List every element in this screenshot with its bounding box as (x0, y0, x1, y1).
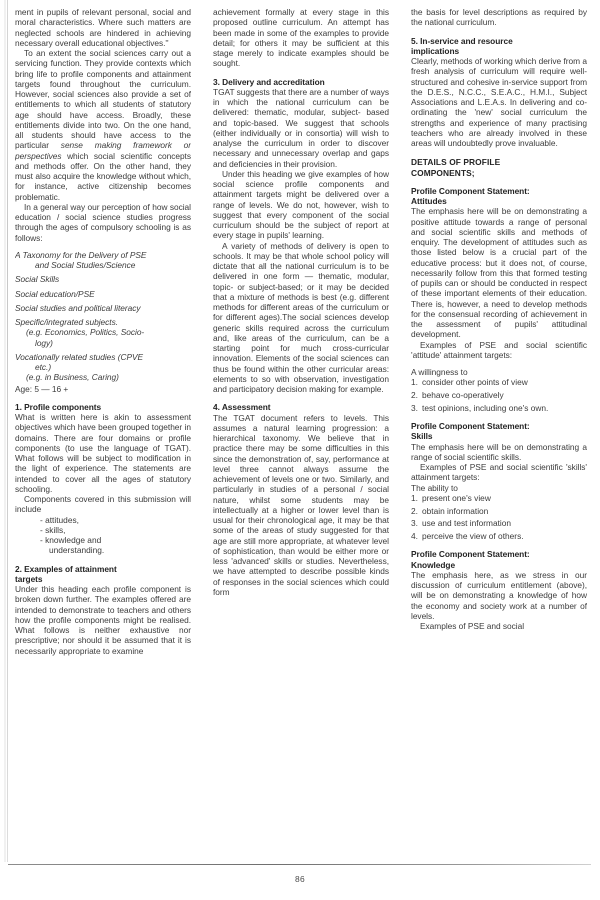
heading-delivery-and-accreditation: 3. Delivery and accreditation (213, 76, 325, 87)
heading-assessment: 4. Assessment (213, 402, 271, 413)
list-number: 1. (411, 377, 418, 388)
taxonomy-title-line-2: and Social Studies/Science (35, 260, 136, 270)
list-number: 2. (411, 390, 418, 400)
paragraph-attitudes-emphasis: The emphasis here will be on demonstrating a positive attitude towards a range of personal and social scientific skills and methods of enquiry. The development of attitudes such as those listed below is a crucial part of the educative process: but it does not, of course, necessarily follow from this that formed testing of pupils can or should be conducted in respect of these important elements of their education. There is, however, a need to develop methods for the consensual recording of achievement in the assessment of pupils' attitudinal development. (411, 206, 587, 340)
scan-edge-highlight (4, 0, 6, 862)
heading-examples-attainment-line-2: targets (15, 573, 43, 584)
heading-profile-components: 1. Profile components (15, 401, 102, 412)
paragraph-servicing-function (15, 48, 191, 202)
paragraph-tgat-delivery: TGAT suggests that there are a number of ways in which the national curriculum can be delivered: thematic, modular, subject- based and topic-based. We suggest that schools (either individually or in consortia) will wish to analyse the curriculum in order to discover necessary and unnecessary overlap and gaps and deficiencies in their provision. (213, 86, 389, 169)
paragraph-text-part1: To an extent the social sciences carry out a servicing function. They provide contexts which bring life to profile components and attainment targets found throughout the curriculum. However, social sciences also provide a set of entitlements to which all students of statutory age should have access. Broadly, these entitlements divide into two. On the one hand, all students should have access to the particular (15, 48, 191, 151)
column-one (15, 7, 191, 823)
list-item (411, 493, 587, 503)
list-item-label: test opinions, including one's own. (422, 402, 549, 413)
heading-details-of-profile-line-2: COMPONENTS; (411, 167, 475, 178)
paragraph-variety-of-methods: A variety of methods of delivery is open to schools. It may be that whole school policy will dictate that all the national curriculum is to be delivered in one form — thematic, modular, topic- or subject-based; or it may be decided that a mixture of methods is best (e.g. different methods for different areas of the curriculum or for different ages).The social sciences develop generic skills required across the curriculum and, like areas of the curriculum, can be a starting point for much cross-curricular innovation. Elements of the social sciences can thus be found within the other curricular areas: elements to so with observation, investigation and participatory decision making for example. (213, 240, 389, 394)
list-number: 4. (411, 531, 418, 541)
paragraph: the basis for level descriptions as required by the national curriculum. (411, 7, 587, 28)
paragraph-skills-emphasis: The emphasis here will be on demonstrating a range of social scientific skills. (411, 441, 587, 462)
paragraph-profile-components: What is written here is akin to assessment objectives which have been grouped together in domains. There are four domains or profile components (to use the language of TGAT). What follows will be subject to modification in the light of experience. The statements are intended to cover all the ages of statutory schooling. (15, 412, 191, 494)
paragraph-under-this-heading: Under this heading each profile component is broken down further. The examples offered are intended to demonstrate to teachers and others how the profile components might be realised. What follows is neither exhaustive nor prescriptive; nor should it be assumed that it is necessarily appropriate to examine (15, 584, 191, 656)
heading-statement-knowledge-line-2: Knowledge (411, 559, 456, 570)
paragraph-attitudes-examples: Examples of PSE and social scientific 'attitude' attainment targets: (411, 339, 587, 360)
taxonomy-item-specific-subjects: Specific/integrated subjects. (15, 317, 119, 327)
heading-in-service-line-2: implications (411, 45, 460, 56)
list-item (411, 377, 587, 387)
list-item-label: perceive the view of others. (422, 531, 524, 541)
taxonomy-item-social-skills: Social Skills (15, 274, 60, 285)
column-three (411, 7, 587, 823)
taxonomy-item-vocational-line-1: Vocationally related studies (CPVE (15, 351, 144, 362)
skills-list-lead: The ability to (411, 482, 458, 493)
taxonomy-example-economics-line-2: logy) (35, 337, 53, 348)
taxonomy-item-vocational-line-2: etc.) (35, 362, 52, 372)
taxonomy-list (15, 250, 191, 383)
heading-statement-skills-line-1: Profile Component Statement: (411, 421, 530, 431)
list-item: - attitudes, (40, 514, 79, 525)
footer-rule (8, 864, 591, 865)
taxonomy-item-social-education: Social education/PSE (15, 288, 95, 299)
paragraph-text-part2: which social scientific concepts and methods offer. On the other hand, they must also acquire the knowledge without which, for instance, active citizenship becomes problematic. (15, 150, 191, 202)
paragraph: ment in pupils of relevant personal, social and moral characteristics. Where such matters are neglected schools are hindered in achieving necessary overall educational objectives.'' (15, 7, 191, 48)
list-item-label: use and test information (422, 518, 512, 529)
paragraph-in-service-support: Clearly, methods of working which derive from a fresh analysis of curriculum will require well-structured and cohesive in-service support from the D.E.S., N.C.C., S.E.A.C., H.M.I., Subject Associations and L.E.A.s. In delivering and co-ordinating the 'new' social curriculum the strengths and experience of many practising teachers who are already involved in these areas will undoubtedly prove invaluable. (411, 56, 587, 148)
list-item: understanding. (49, 545, 105, 556)
taxonomy-example-economics-line-1: (e.g. Economics, Politics, Socio- (26, 327, 145, 338)
list-item-label: consider other points of view (422, 377, 528, 388)
page-number: 86 (295, 874, 305, 884)
list-item: - knowledge and (40, 535, 102, 545)
taxonomy-title-line-1: A Taxonomy for the Delivery of PSE (15, 249, 147, 260)
heading-statement-skills-line-2: Skills (411, 431, 433, 442)
paragraph-knowledge-emphasis: The emphasis here, as we stress in our discussion of curriculum entitlement (above), will be on demonstrating a knowledge of how the economy and society work at a number of levels. (411, 569, 587, 621)
list-item (411, 403, 587, 413)
paragraph: achievement formally at every stage in this proposed outline curriculum. An attempt has been made in some of the examples to provide detail; for others it may be sufficient at this stage merely to indicate examples should be sought. (213, 7, 389, 69)
heading-statement-knowledge-line-1: Profile Component Statement: (411, 549, 530, 560)
list-number: 2. (411, 505, 418, 516)
list-item-label: obtain information (422, 505, 489, 516)
list-item (411, 390, 587, 400)
paragraph-tgat-levels: The TGAT document refers to levels. This assumes a natural learning progression: a hierarchical taxonomy. We believe that in practice there may be some difficulties in this since the demonstration of, say, performance at level three cannot always assume the achievement of levels one or two. Similarly, and particularly in studies of a personal / social nature, whilst some students may be intellectually at a higher or lower level than is usual for their chronological age, it may be that some of the areas of study suggested for that age are still more appropriate, at whatever level of sophistication, than would be either more or less 'advanced' skills or studies. Nevertheless, we have attempted to describe possible kinds of responses in the social sciences which could form (213, 412, 389, 597)
list-number: 1. (411, 492, 418, 503)
heading-examples-attainment-line-1: 2. Examples of attainment (15, 563, 117, 574)
paragraph-knowledge-examples: Examples of PSE and social (420, 621, 525, 631)
taxonomy-example-business: (e.g. in Business, Caring) (26, 372, 119, 383)
taxonomy-item-social-studies: Social studies and political literacy (15, 302, 141, 313)
list-item (411, 506, 587, 516)
list-item-label: behave co-operatively (422, 390, 504, 400)
heading-details-of-profile-line-1: DETAILS OF PROFILE (411, 157, 501, 168)
list-number: 3. (411, 402, 418, 413)
heading-statement-attitudes-line-2: Attitudes (411, 196, 447, 206)
list-item: - skills, (40, 524, 66, 535)
age-range-line: Age: 5 — 16 + (15, 383, 69, 394)
components-bullet-list (15, 515, 191, 556)
skills-numbered-list (411, 493, 587, 542)
three-column-text-body (15, 7, 587, 823)
heading-statement-attitudes-line-1: Profile Component Statement: (411, 185, 530, 196)
list-item (411, 531, 587, 541)
paragraph-under-this-heading-examples: Under this heading we give examples of how social science profile components and attainment targets might be delivered over a range of levels. We do not, however, wish to suggest that every component of the social curriculum should be the subject of report at every stage in pupils' learning. (213, 168, 389, 241)
paragraph-components-covered: Components covered in this submission will include (15, 494, 191, 515)
list-number: 3. (411, 518, 418, 529)
paragraph-perception: In a general way our perception of how social education / social science studies progress through the ages of compulsory schooling is as follows: (15, 201, 191, 243)
column-two (213, 7, 389, 823)
paragraph-skills-examples: Examples of PSE and social scientific 'skills' attainment targets: (411, 462, 587, 483)
list-item-label: present one's view (422, 492, 491, 503)
list-item (411, 518, 587, 528)
heading-in-service-line-1: 5. In-service and resource (411, 35, 513, 46)
attitudes-list-lead: A willingness to (411, 367, 468, 377)
attitudes-numbered-list (411, 377, 587, 413)
emphasis-sense-making-framework: sense making framework or perspectives (15, 140, 191, 161)
scan-binding-edge (7, 0, 8, 862)
